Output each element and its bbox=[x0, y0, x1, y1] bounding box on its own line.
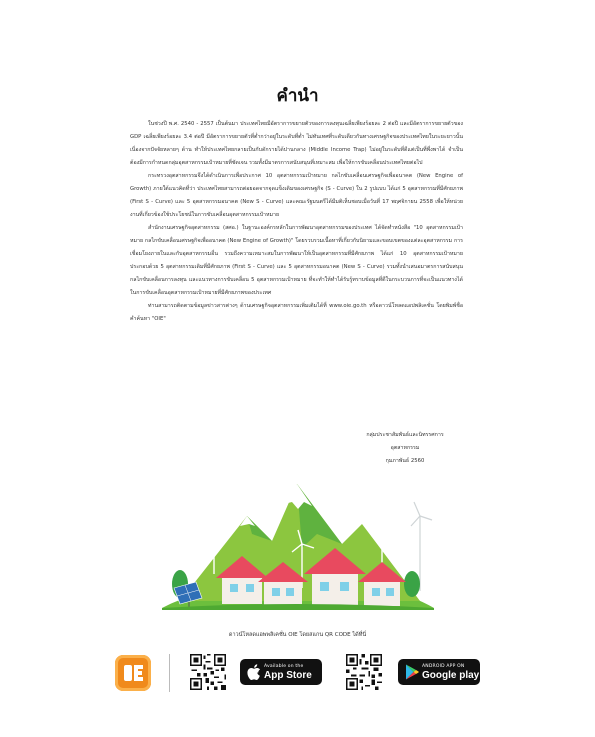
download-caption: ดาวน์โหลดแอพพลิเคชั่น OIE โดยสแกน QR CODE ได้ที่นี่ bbox=[228, 632, 367, 638]
google-play-small-label: ANDROID APP ON bbox=[422, 664, 465, 669]
divider bbox=[169, 654, 170, 692]
tree bbox=[404, 571, 420, 597]
signature-date: กุมภาพันธ์ 2560 bbox=[385, 458, 425, 464]
app-store-big-label: App Store bbox=[264, 670, 312, 681]
app-store-small-label: Available on the bbox=[264, 664, 304, 669]
google-play-big-label: Google play bbox=[422, 670, 480, 681]
green-energy-illustration bbox=[152, 476, 442, 616]
paragraph: กระทรวงอุตสาหกรรมจึงได้ดำเนินการเพื่อประกาศ 10 อุตสาหกรรมเป้าหมาย กลไกขับเคลื่อนเศรษฐกิจเพื่ออนาคต (New Engine of Growth) ภายใต้แนวคิดที่ว่า ประเทศไทยสามารถต่อยอดจากจุดแข็งเดิมของเศรษฐกิจ (S - Curve) ใน 2 รูปแบบ ได้แก่ 5 อุตสาหกรรมที่มีศักยภาพ (First S - Curve) และ 5 อุตสาหกรรมอนาคต (New S - Curve) และคณะรัฐมนตรีได้มีมติเห็นชอบเมื่อวันที่ 17 พฤศจิกายน 2558 เพื่อให้หน่วยงานที่เกี่ยวข้องใช้ประโยชน์ในการขับเคลื่อนอุตสาหกรรมเป้าหมาย bbox=[130, 173, 463, 218]
signature-block bbox=[355, 429, 455, 468]
google-play-button[interactable] bbox=[398, 659, 480, 685]
qr-code-icon bbox=[346, 654, 382, 690]
page-title: คำนำ bbox=[276, 86, 319, 106]
preface-body bbox=[130, 118, 463, 326]
app-download-footer bbox=[0, 650, 595, 700]
signature-org: กลุ่มประชาสัมพันธ์และนิทรรศการอุตสาหกรรม bbox=[366, 432, 444, 451]
landscape-illustration bbox=[152, 476, 442, 616]
paragraph: สำนักงานเศรษฐกิจอุตสาหกรรม (สศอ.) ในฐานะองค์กรหลักในการพัฒนาอุตสาหกรรมของประเทศ ได้จัดทำหนังสือ "10 อุตสาหกรรมเป้าหมาย กลไกขับเคลื่อนเศรษฐกิจเพื่ออนาคต (New Engine of Growth)" โดยรวบรวมเนื้อหาที่เกี่ยวกับนิยามและขอบเขตของแต่ละอุตสาหกรรม การเชื่อมโยงภายในและกับอุตสาหกรรมอื่น รวมถึงความเหมาะสมในการพัฒนาให้เป็นอุตสาหกรรมที่มีศักยภาพ ได้แก่ 10 อุตสาหกรรมเป้าหมาย ประกอบด้วย 5 อุตสาหกรรมเดิมที่มีศักยภาพ (First S - Curve) และ 5 อุตสาหกรรมอนาคต (New S - Curve) รวมทั้งนำเสนอมาตรการสนับสนุน กลไกขับเคลื่อนการลงทุน และแนวทางการขับเคลื่อน 5 อุตสาหกรรมเป้าหมาย ที่จะทำให้ทำได้รับรู้ทราบข้อมูลที่ดีในกระบวนการที่จะเป็นแนวทางได้ในการขับเคลื่อนอุตสาหกรรมเป้าหมายที่มีศักยภาพของประเทศ bbox=[130, 225, 463, 296]
app-store-button[interactable] bbox=[240, 659, 322, 685]
paragraph: ในช่วงปี พ.ศ. 2540 - 2557 เป็นต้นมา ประเทศไทยมีอัตราการขยายตัวของการลงทุนเฉลี่ยเพียงร้อยละ 2 ต่อปี และมีอัตราการขยายตัวของ GDP เฉลี่ยเพียงร้อยละ 3.4 ต่อปี มีอัตราการขยายตัวที่ต่ำกว่าอยู่ในระดับที่ต่ำ ไม่ทันเทศที่ระดับเดียวกันทางเศรษฐกิจของประเทศไทยในระยะยาวนั้นเนื่องจากปัจจัยหลายๆ ด้าน ทำให้ประเทศไทยกลายเป็นกับดักรายได้ปานกลาง (Middle Income Trap) ไม่อยู่ในระดับที่ดีแต่เป็นที่พึ่งพาได้ จำเป็นต้องมีการกำหนดกลุ่มอุตสาหกรรมเป้าหมายที่ชัดเจน รวมทั้งมีมาตรการสนับสนุนที่เหมาะสม เพื่อให้การขับเคลื่อนประเทศไทยต่อไป bbox=[130, 121, 463, 166]
apple-icon bbox=[247, 664, 261, 680]
paragraph: ท่านสามารถติดตามข้อมูลข่าวสารต่างๆ ด้านเศรษฐกิจอุตสาหกรรมเพิ่มเติมได้ที่ www.oie.go.th หรือดาวน์โหลดแอปพลิเคชั่น โดยพิมพ์ชื่อคำค้นหา "OIE" bbox=[130, 303, 463, 322]
qr-code-icon bbox=[190, 654, 226, 690]
oie-logo-icon[interactable] bbox=[115, 655, 151, 691]
google-play-icon bbox=[405, 664, 419, 680]
